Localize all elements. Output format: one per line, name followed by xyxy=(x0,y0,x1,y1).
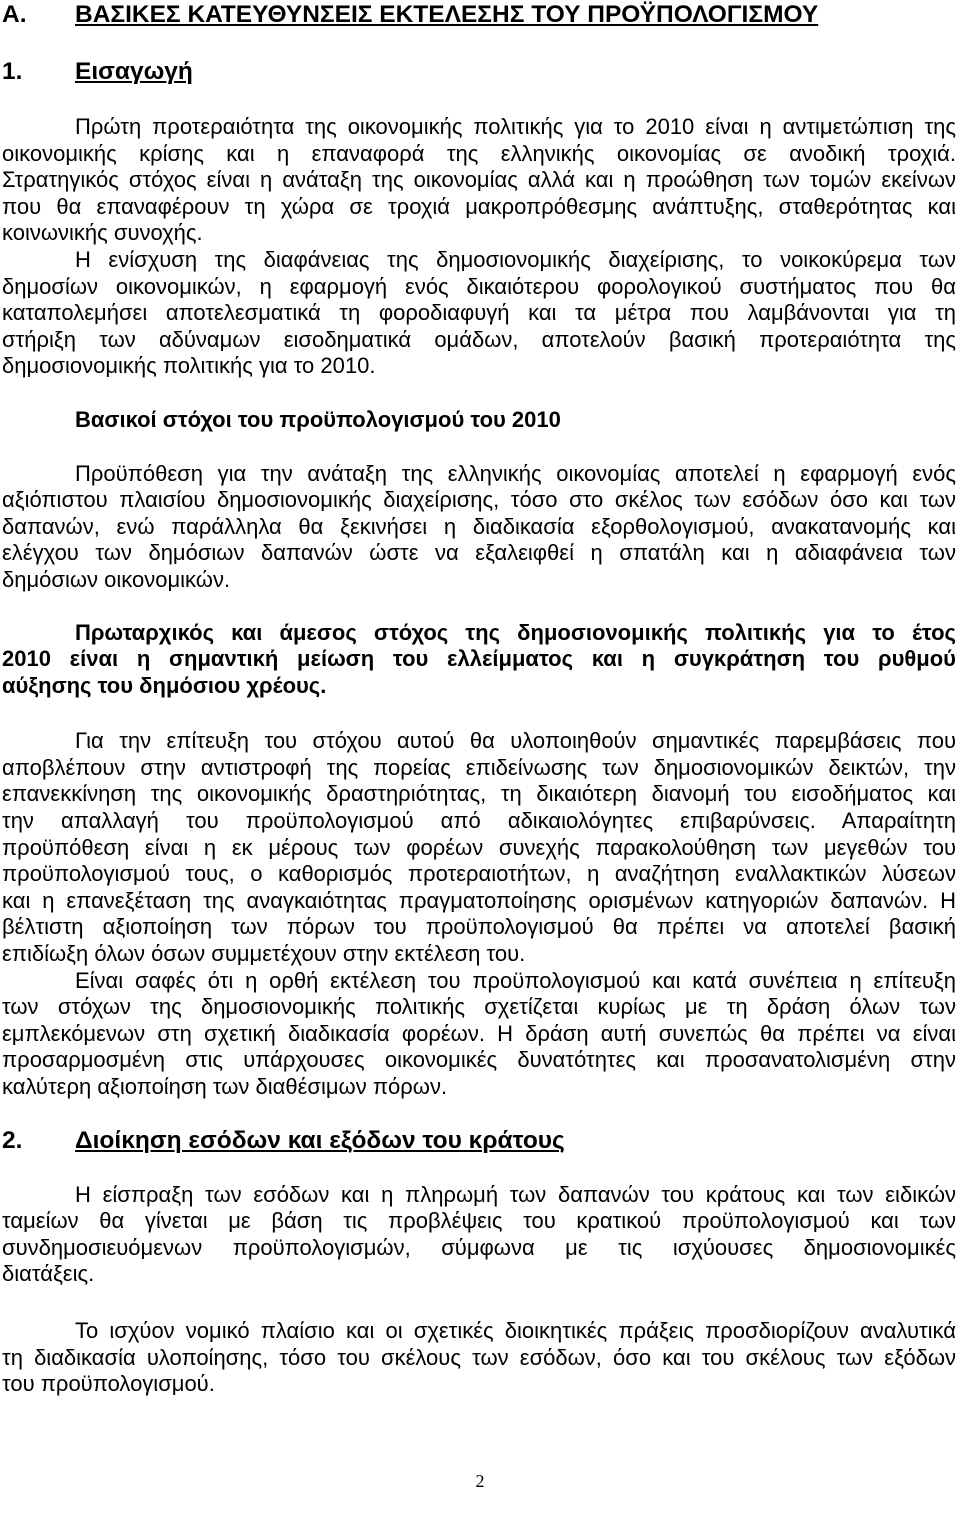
text-line: και η επανεξέταση της αναγκαιότητας πραγματοποίησης ορισμένων κατηγοριών δαπανών. Η xyxy=(2,887,956,913)
text-line: προϋπόθεση είναι η εκ μέρους των φορέων συνεχής παρακολούθηση των μεγεθών του xyxy=(2,834,956,860)
text-line: κοινωνικής συνοχής. xyxy=(2,220,203,246)
section-2-heading xyxy=(2,1127,956,1155)
intro-paragraph-2 xyxy=(2,247,956,380)
section-1-title: Εισαγωγή xyxy=(75,58,193,85)
intro-paragraph-3 xyxy=(2,461,956,594)
text-line: δημόσιων οικονομικών. xyxy=(2,566,231,592)
document-title xyxy=(2,1,956,29)
section-2-number: 2. xyxy=(2,1126,23,1154)
text-line: 2010 είναι η σημαντική μείωση του ελλείμματος και η συγκράτηση του ρυθμού xyxy=(2,646,956,672)
text-line: επιδίωξη όλων όσων συμμετέχουν στην εκτέλεση του. xyxy=(2,941,526,967)
text-line: βέλτιστη αξιοποίηση των πόρων του προϋπολογισμού θα πρέπει να αποτελεί βασική xyxy=(2,914,956,940)
text-line: ταμείων θα γίνεται με βάση τις προβλέψεις του κρατικού προϋπολογισμού και των xyxy=(2,1208,956,1234)
text-line: Για την επίτευξη του στόχου αυτού θα υλοποιηθούν σημαντικές παρεμβάσεις που xyxy=(75,728,956,754)
section-1-number: 1. xyxy=(2,58,23,85)
text-line: αύξησης του δημόσιου χρέους. xyxy=(2,672,327,698)
text-line: επανεκκίνηση της οικονομικής δραστηριότητας, τη δικαιότερη διανομή του εισοδήματος και xyxy=(2,781,956,807)
text-line: οικονομικής κρίσης και η επαναφορά της ελληνικής οικονομίας σε ανοδική τροχιά. xyxy=(2,140,956,166)
title-text: ΒΑΣΙΚΕΣ ΚΑΤΕΥΘΥΝΣΕΙΣ ΕΚΤΕΛΕΣΗΣ ΤΟΥ ΠΡΟΫΠΟΛΟΓΙΣΜΟΥ xyxy=(75,1,819,28)
text-line: δημοσίων οικονομικών, η εφαρμογή ενός δικαιότερου φορολογικού συστήματος που θα xyxy=(2,273,956,299)
primary-goal-paragraph xyxy=(2,620,956,700)
text-line: Πρωταρχικός και άμεσος στόχος της δημοσιονομικής πολιτικής για το έτος xyxy=(75,619,956,645)
text-line: δαπανών, ενώ παράλληλα θα ξεκινήσει η διαδικασία εξορθολογισμού, ανακατανομής και xyxy=(2,513,956,539)
text-line: Είναι σαφές ότι η ορθή εκτέλεση του προϋπολογισμού και κατά συνέπεια η επίτευξη xyxy=(75,967,956,993)
text-line: ελέγχου των δημόσιων δαπανών ώστε να εξαλειφθεί η σπατάλη και η αδιαφάνεια των xyxy=(2,540,956,566)
revenue-paragraph-2 xyxy=(2,1318,956,1398)
text-line: Προϋπόθεση για την ανάταξη της ελληνικής οικονομίας αποτελεί η εφαρμογή ενός xyxy=(75,460,956,486)
revenue-paragraph-1 xyxy=(2,1182,956,1288)
text-line: Η είσπραξη των εσόδων και η πληρωμή των δαπανών του κράτους και των ειδικών xyxy=(75,1181,956,1207)
text-line: Το ισχύον νομικό πλαίσιο και οι σχετικές διοικητικές πράξεις προσδιορίζουν αναλυτικά xyxy=(75,1317,956,1343)
page-number: 2 xyxy=(475,1471,485,1491)
budget-goals-subheading: Βασικοί στόχοι του προϋπολογισμού του 2010 xyxy=(75,406,561,432)
text-line: δημοσιονομικής πολιτικής για το 2010. xyxy=(2,353,376,379)
text-line: των στόχων της δημοσιονομικής πολιτικής σχετίζεται κυρίως με τη δράση όλων των xyxy=(2,994,956,1020)
text-line: στήριξη των αδύναμων εισοδηματικά ομάδων, αποτελούν βασική προτεραιότητα της xyxy=(2,326,956,352)
text-line: που θα επαναφέρουν τη χώρα σε τροχιά μακροπρόθεσμης ανάπτυξης, σταθερότητας και xyxy=(2,193,956,219)
title-label: Α. xyxy=(2,1,27,28)
text-line: αξιόπιστου πλαισίου δημοσιονομικής διαχείρισης, τόσο στο σκέλος των εσόδων όσο και των xyxy=(2,487,956,513)
text-line: καλύτερη αξιοποίηση των διαθέσιμων πόρων. xyxy=(2,1074,448,1099)
section-2-title: Διοίκηση εσόδων και εξόδων του κράτους xyxy=(75,1126,565,1154)
document-body xyxy=(2,0,956,1398)
text-line: εμπλεκόμενων στη σχετική διαδικασία φορέων. Η δράση αυτή συνεπώς θα πρέπει να είναι xyxy=(2,1020,956,1046)
text-line: συνδημοσιευόμενων προϋπολογισμών, σύμφωνα με τις ισχύουσες δημοσιονομικές xyxy=(2,1234,956,1260)
text-line: αποβλέπουν στην αντιστροφή της πορείας επιδείνωσης των δημοσιονομικών δεικτών, την xyxy=(2,754,956,780)
text-line: Στρατηγικός στόχος είναι η ανάταξη της οικονομίας αλλά και η προώθηση των τομών εκείνων xyxy=(2,167,956,193)
text-line: καταπολεμήσει αποτελεσματικά τη φοροδιαφυγή και τα μέτρα που λαμβάνονται για τη xyxy=(2,300,956,326)
intro-paragraph-6 xyxy=(2,968,956,1101)
text-line: Πρώτη προτεραιότητα της οικονομικής πολιτικής για το 2010 είναι η αντιμετώπιση της xyxy=(75,114,956,139)
text-line: διατάξεις. xyxy=(2,1261,95,1287)
text-line: προσαρμοσμένη στις υπάρχουσες οικονομικές δυνατότητες και προσανατολισμένη στην xyxy=(2,1047,956,1073)
intro-paragraph-1 xyxy=(2,114,956,247)
intro-paragraph-5 xyxy=(2,728,956,967)
text-line: Η ενίσχυση της διαφάνειας της δημοσιονομικής διαχείρισης, το νοικοκύρεμα των xyxy=(75,246,956,272)
text-line: τη διαδικασία υλοποίησης, τόσο του σκέλους των εσόδων, όσο και του σκέλους των εξόδων xyxy=(2,1344,956,1370)
text-line: του προϋπολογισμού. xyxy=(2,1371,215,1397)
text-line: προϋπολογισμού τους, ο καθορισμός προτεραιοτήτων, η αναζήτηση εναλλακτικών λύσεων xyxy=(2,861,956,887)
text-line: την απαλλαγή του προϋπολογισμού από αδικαιολόγητες επιβαρύνσεις. Απαραίτητη xyxy=(2,808,956,834)
section-1-heading xyxy=(2,58,956,86)
